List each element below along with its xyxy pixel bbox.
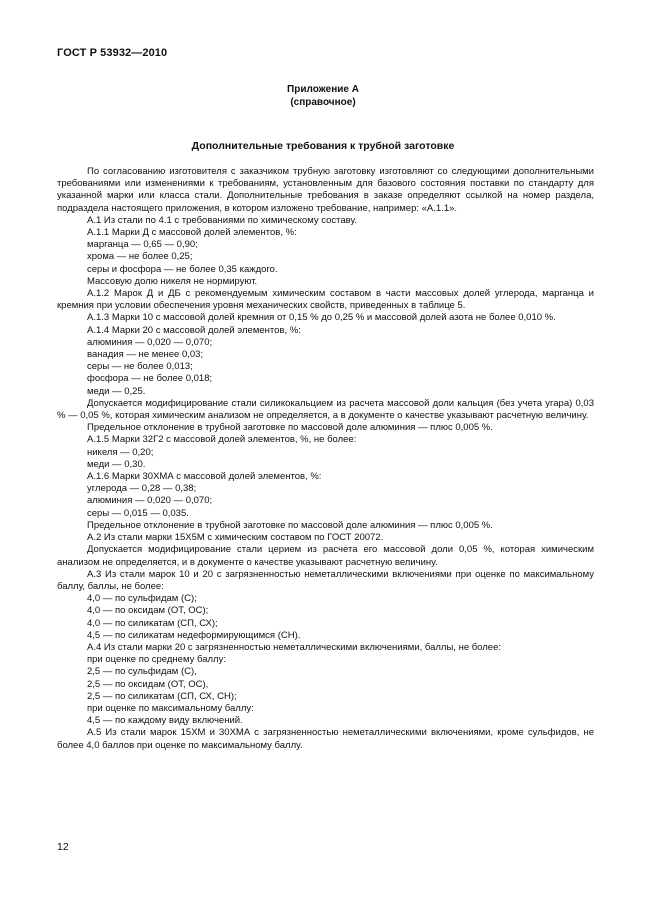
paragraph: Допускается модифицирование стали силикокальцием из расчета массовой доли кальция (без учета угара) 0,03 % — 0,05 %, которая химическим анализом не определяется, а в документе о качестве указывают расчетную величину.: [57, 397, 594, 422]
appendix-subtitle: (справочное): [290, 97, 356, 108]
paragraph: серы — не более 0,013;: [87, 361, 193, 373]
paragraph: Предельное отклонение в трубной заготовке по массовой доле алюминия — плюс 0,005 %.: [87, 519, 493, 531]
paragraph: ванадия — не менее 0,03;: [87, 349, 204, 361]
paragraph: 4,0 — по силикатам (СП, СХ);: [87, 617, 218, 629]
paragraph: А.5 Из стали марок 15ХМ и 30ХМА с загрязненностью неметаллическими включениями, кроме сульфидов, не более 4,0 баллов при оценке по максимальному баллу.: [57, 727, 594, 751]
paragraph: 4,0 — по сульфидам (С);: [87, 593, 197, 605]
paragraph: 4,5 — по каждому виду включений.: [87, 715, 243, 727]
paragraph: марганца — 0,65 — 0,90;: [87, 239, 198, 251]
paragraph: углерода — 0,28 — 0,38;: [87, 483, 197, 495]
paragraph: А.2 Из стали марки 15Х5М с химическим составом по ГОСТ 20072.: [87, 532, 384, 544]
paragraph: меди — 0,25.: [87, 385, 146, 397]
section-title: Дополнительные требования к трубной заготовке: [191, 140, 455, 152]
paragraph: хрома — не более 0,25;: [87, 251, 193, 263]
paragraph: 4,0 — по оксидам (ОТ, ОС);: [87, 605, 209, 617]
paragraph: меди — 0,30.: [87, 458, 146, 470]
paragraph: при оценке по максимальному баллу:: [87, 702, 254, 714]
paragraph: серы и фосфора — не более 0,35 каждого.: [87, 263, 278, 275]
paragraph: А.1.5 Марки 32Г2 с массовой долей элементов, %, не более:: [87, 434, 357, 446]
page-header-standard: ГОСТ Р 53932—2010: [57, 47, 168, 59]
paragraph: Допускается модифицирование стали церием из расчета его массовой доли 0,05 %, которая химическим анализом не определяется, и в документе о качестве указывают расчетную величину.: [57, 544, 594, 568]
appendix-heading: [0, 83, 646, 109]
paragraph: По согласованию изготовителя с заказчиком трубную заготовку изготовляют со следующими дополнительными требованиями или изменениями к требованиям, установленным для базового состояния поставки по стандарту для указанной марки или класса стали. Дополнительные требования в заказе определяют ссылкой на номер раздела, подраздела настоящего приложения, в котором изложено требование, например: «А.1.1».: [57, 166, 594, 214]
paragraph: А.3 Из стали марок 10 и 20 с загрязненностью неметаллическими включениями при оценке по максимальному баллу, баллы, не более:: [57, 568, 594, 592]
paragraph: Массовую долю никеля не нормируют.: [87, 275, 258, 287]
paragraph: алюминия — 0,020 — 0,070;: [87, 336, 213, 348]
paragraph: 4,5 — по силикатам недеформирующимся (СН).: [87, 629, 301, 641]
paragraph: серы — 0,015 — 0,035.: [87, 507, 189, 519]
paragraph: А.1.1 Марки Д с массовой долей элементов, %:: [87, 227, 297, 239]
paragraph: А.1.3 Марки 10 с массовой долей кремния от 0,15 % до 0,25 % и массовой долей азота не более 0,010 %.: [87, 312, 556, 324]
paragraph: при оценке по среднему баллу:: [87, 654, 226, 666]
paragraph: фосфора — не более 0,018;: [87, 373, 213, 385]
paragraph: алюминия — 0,020 — 0,070;: [87, 495, 213, 507]
paragraph: А.1.4 Марки 20 с массовой долей элементов, %:: [87, 324, 301, 336]
document-body: [57, 166, 594, 752]
paragraph: 2,5 — по силикатам (СП, СХ, СН);: [87, 690, 237, 702]
paragraph: А.4 Из стали марки 20 с загрязненностью неметаллическими включениями, баллы, не более:: [87, 641, 502, 653]
paragraph: 2,5 — по сульфидам (С),: [87, 666, 197, 678]
paragraph: никеля — 0,20;: [87, 446, 154, 458]
appendix-title: Приложение А: [287, 84, 359, 95]
paragraph: А.1 Из стали по 4.1 с требованиями по химическому составу.: [87, 214, 357, 226]
paragraph: Предельное отклонение в трубной заготовке по массовой доле алюминия — плюс 0,005 %.: [87, 422, 493, 434]
paragraph: А.1.6 Марки 30ХМА с массовой долей элементов, %:: [87, 471, 322, 483]
paragraph: 2,5 — по оксидам (ОТ, ОС),: [87, 678, 209, 690]
paragraph: А.1.2 Марок Д и ДБ с рекомендуемым химическим составом в части массовых долей углерода, марганца и кремния при условии обеспечения уровня механических свойств, приведенных в таблице 5.: [57, 288, 594, 312]
page-number: 12: [57, 841, 69, 853]
